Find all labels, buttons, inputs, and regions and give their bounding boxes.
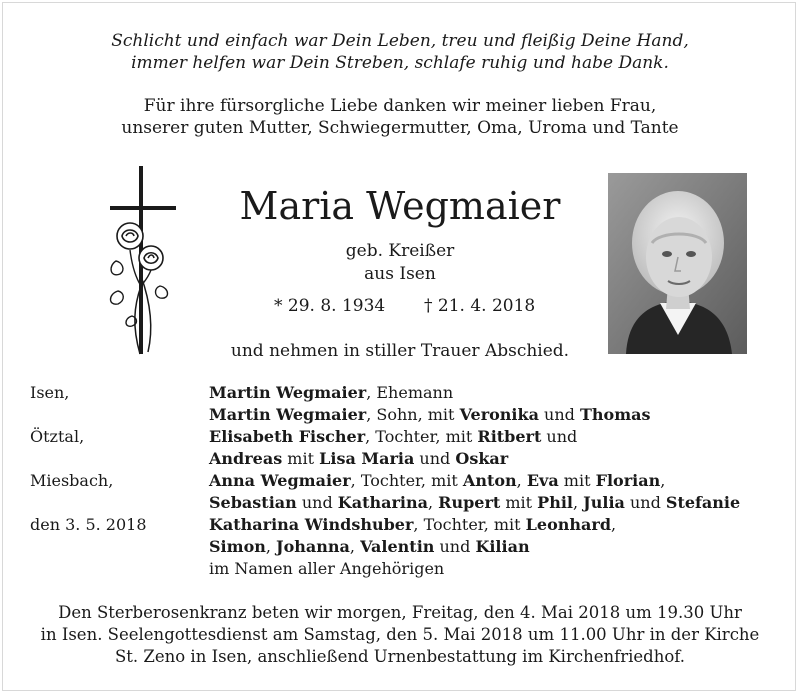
service-info-line: St. Zeno in Isen, anschließend Urnenbestattung im Kirchenfriedhof. (114, 647, 686, 666)
mourner-text: und (296, 493, 338, 512)
mourner-name: Rupert (438, 493, 501, 512)
mourner-name: Kilian (475, 537, 530, 556)
mourner-name: Veronika (459, 405, 539, 424)
verse-line: Schlicht und einfach war Dein Leben, treu und fleißig Deine Hand, (111, 31, 689, 51)
mourner-name: Julia (583, 493, 625, 512)
mourner-name: Leonhard (525, 515, 612, 534)
mourner-line (209, 427, 577, 446)
death-date: † 21. 4. 2018 (424, 296, 536, 316)
mourner-text: , (611, 515, 617, 534)
portrait-photo (608, 173, 747, 354)
place-label: Isen, (30, 383, 70, 402)
mourner-name: Oskar (455, 449, 509, 468)
mourner-name: Florian (595, 471, 661, 490)
mourner-text: im Namen aller Angehörigen (209, 559, 445, 578)
mourner-name: Martin Wegmaier (209, 405, 367, 424)
mourner-line (209, 493, 740, 512)
mourner-text: , Tochter, mit (365, 427, 478, 446)
place-label: Ötztal, (30, 427, 85, 446)
mourner-text: , Ehemann (366, 383, 454, 402)
mourner-text: , Tochter, mit (413, 515, 526, 534)
thanks-line: unserer guten Mutter, Schwiegermutter, Oma, Uroma und Tante (121, 118, 679, 138)
verse-line: immer helfen war Dein Streben, schlafe ruhig und habe Dank. (131, 53, 669, 73)
mourner-text: , (660, 471, 666, 490)
mourner-name: Anton (462, 471, 517, 490)
memorial-verse (0, 30, 800, 74)
mourner-line (209, 383, 453, 402)
mourner-line (209, 559, 444, 578)
mourner-line (209, 449, 508, 468)
mourner-line (209, 471, 665, 490)
thanks-line: Für ihre fürsorgliche Liebe danken wir meiner lieben Frau, (143, 96, 657, 116)
mourner-text: , (572, 493, 584, 512)
mourner-name: Lisa Maria (319, 449, 415, 468)
mourner-name: Johanna (276, 537, 350, 556)
home-town: aus Isen (364, 264, 436, 284)
mourner-text: mit (500, 493, 538, 512)
mourner-name: Katharina (337, 493, 428, 512)
deceased-name: Maria Wegmaier (239, 184, 561, 228)
cross-with-roses-icon (104, 166, 182, 356)
mourner-line (209, 537, 530, 556)
place-label: den 3. 5. 2018 (30, 515, 147, 534)
mourner-name: Ritbert (477, 427, 542, 446)
mourner-line (209, 405, 651, 424)
service-info-line: Den Sterberosenkranz beten wir morgen, Freitag, den 4. Mai 2018 um 19.30 Uhr (58, 603, 742, 622)
mourner-name: Stefanie (665, 493, 741, 512)
mourner-text: , Tochter, mit (350, 471, 463, 490)
farewell-text: und nehmen in stiller Trauer Abschied. (230, 341, 570, 361)
mourner-text: mit (282, 449, 320, 468)
mourner-text: , Sohn, mit (366, 405, 460, 424)
mourner-name: Simon (209, 537, 266, 556)
mourner-text: und (624, 493, 666, 512)
mourner-name: Andreas (209, 449, 283, 468)
mourner-text: und (541, 427, 578, 446)
mourner-name: Anna Wegmaier (209, 471, 351, 490)
place-label: Miesbach, (30, 471, 114, 490)
mourner-text: , (516, 471, 527, 490)
birth-date: * 29. 8. 1934 (274, 296, 386, 316)
mourner-name: Martin Wegmaier (209, 383, 367, 402)
service-info-line: in Isen. Seelengottesdienst am Samstag, den 5. Mai 2018 um 11.00 Uhr in der Kirche (40, 625, 760, 644)
mourner-text: mit (558, 471, 596, 490)
mourner-name: Eva (526, 471, 559, 490)
mourner-text: und (434, 537, 476, 556)
birth-name: geb. Kreißer (345, 241, 455, 261)
mourner-name: Thomas (579, 405, 651, 424)
mourner-name: Valentin (360, 537, 435, 556)
mourner-text: und (538, 405, 580, 424)
mourner-text: , (265, 537, 277, 556)
mourner-line (209, 515, 616, 534)
mourner-text: , (427, 493, 439, 512)
mourner-text: , (349, 537, 361, 556)
mourner-text: und (414, 449, 456, 468)
thanks-text (0, 95, 800, 139)
mourner-name: Elisabeth Fischer (209, 427, 366, 446)
service-info (0, 602, 800, 668)
mourner-name: Katharina Windshuber (209, 515, 414, 534)
mourner-name: Phil (537, 493, 573, 512)
mourner-name: Sebastian (209, 493, 297, 512)
